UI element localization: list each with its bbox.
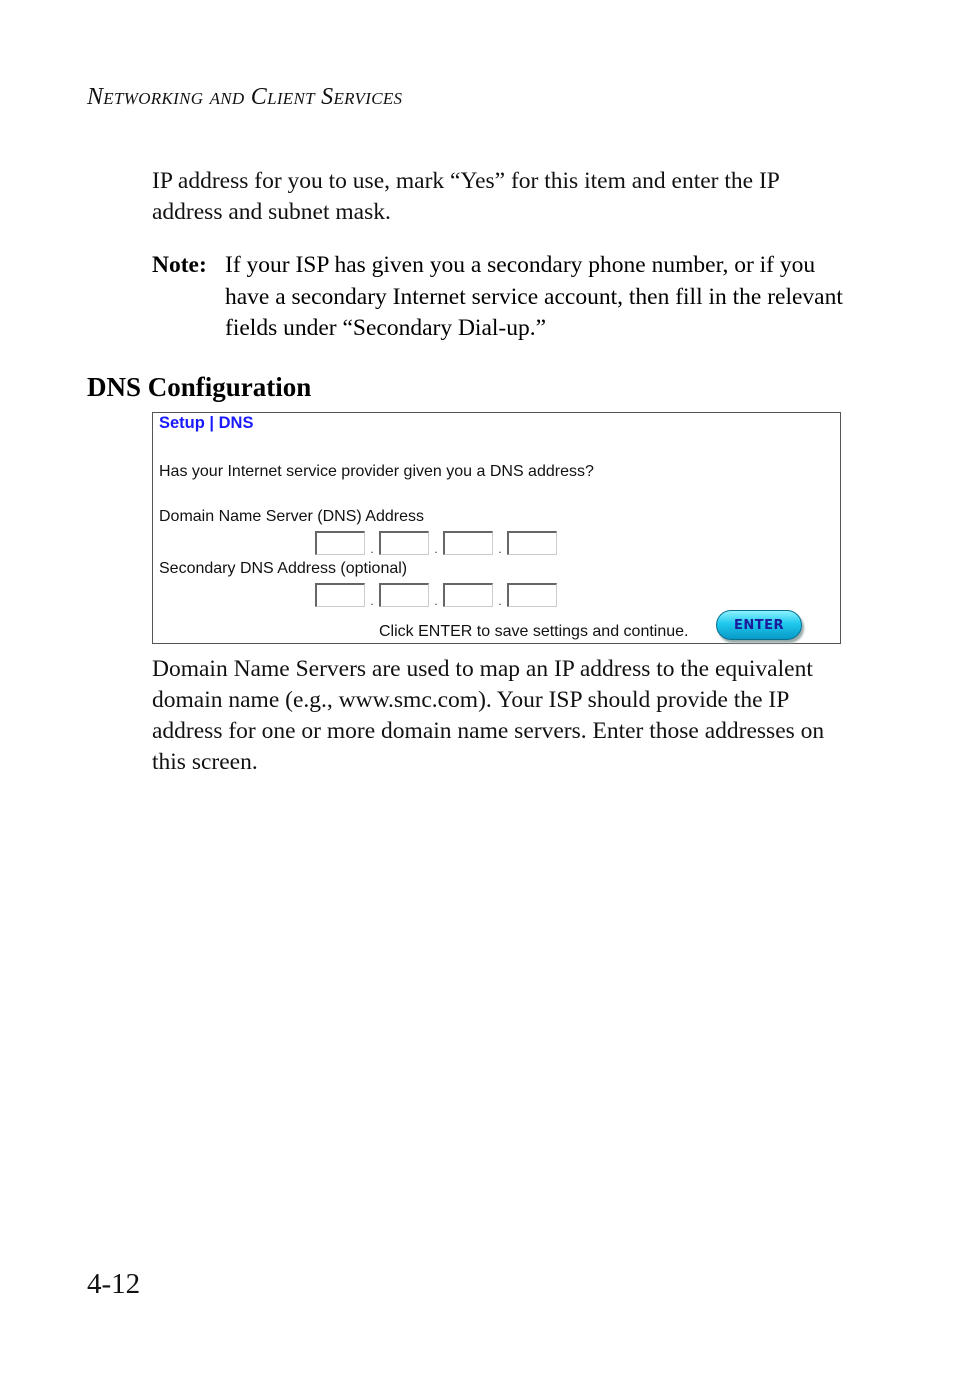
note-text: If your ISP has given you a secondary phone number, or if you have a secondary Internet service account, then fill in the relevant fields under “Secondary Dial-up.” <box>225 252 843 341</box>
secondary-dns-octet-4[interactable] <box>507 583 557 607</box>
secondary-dns-octet-1[interactable] <box>315 583 365 607</box>
note-label: Note: <box>152 252 207 278</box>
intro-paragraph: IP address for you to use, mark “Yes” for this item and enter the IP address and subnet mask. <box>152 168 779 225</box>
primary-dns-address <box>315 529 557 555</box>
running-head: Networking and Client Services <box>87 84 403 110</box>
description-paragraph: Domain Name Servers are used to map an IP address to the equivalent domain name (e.g., www.smc.com). Your ISP should provide the IP address for one or more domain name servers. Enter those addresses on this screen. <box>152 656 825 775</box>
enter-instruction: Click ENTER to save settings and continue. <box>379 623 689 640</box>
secondary-dns-address <box>315 581 557 607</box>
octet-separator: . <box>434 542 438 556</box>
secondary-dns-octet-3[interactable] <box>443 583 493 607</box>
octet-separator: . <box>498 542 502 556</box>
primary-dns-octet-4[interactable] <box>507 531 557 555</box>
enter-button[interactable]: ENTER <box>716 610 802 640</box>
octet-separator: . <box>370 594 374 608</box>
octet-separator: . <box>370 542 374 556</box>
octet-separator: . <box>498 594 502 608</box>
dns-question: Has your Internet service provider given you a DNS address? <box>159 463 594 480</box>
primary-dns-octet-3[interactable] <box>443 531 493 555</box>
dns-settings-panel <box>152 412 841 644</box>
section-title: DNS Configuration <box>87 372 312 402</box>
secondary-dns-octet-2[interactable] <box>379 583 429 607</box>
primary-dns-octet-1[interactable] <box>315 531 365 555</box>
page-number: 4-12 <box>87 1268 141 1300</box>
octet-separator: . <box>434 594 438 608</box>
secondary-dns-label: Secondary DNS Address (optional) <box>159 560 408 577</box>
breadcrumb[interactable]: Setup | DNS <box>159 414 254 432</box>
primary-dns-label: Domain Name Server (DNS) Address <box>159 508 424 525</box>
primary-dns-octet-2[interactable] <box>379 531 429 555</box>
